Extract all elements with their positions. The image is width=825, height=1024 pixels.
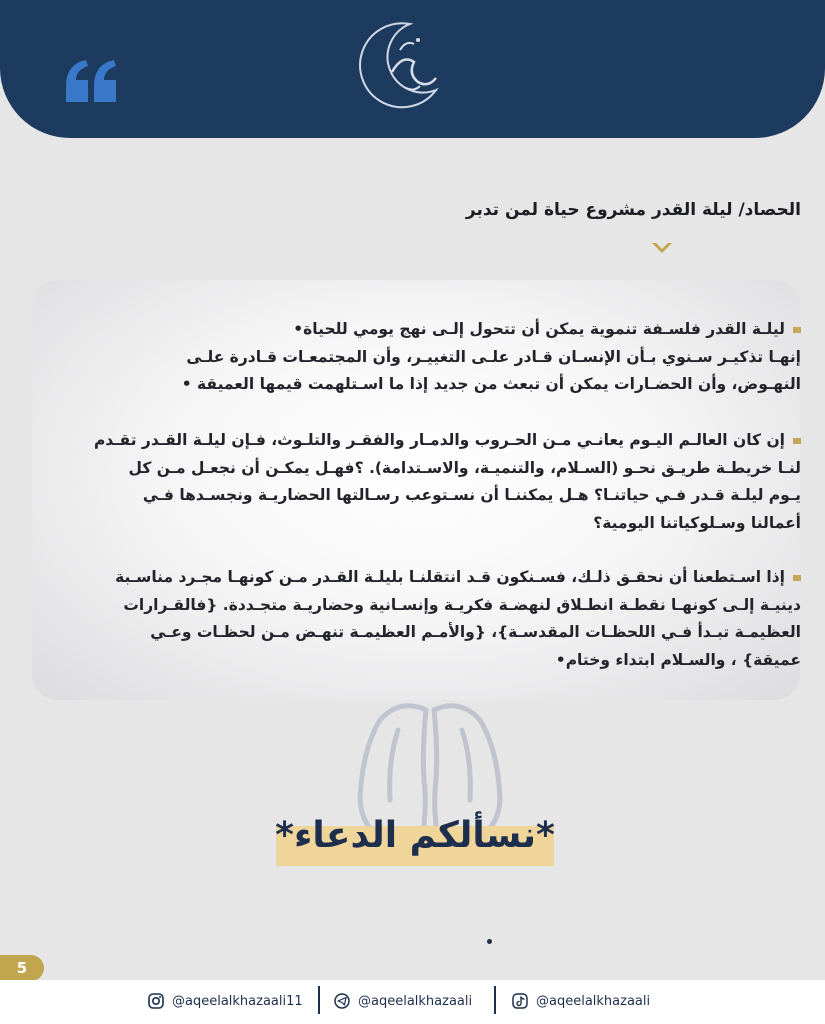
telegram-label: @aqeelalkhazaali <box>358 993 473 1009</box>
paragraph-line: دينيـة إلـى كونهـا نقطـة انطـلاق لنهضـة فكريـة وإنسـانية وحضاريـة متجـددة. {فالقـرارات <box>123 595 801 614</box>
paragraph-2 <box>77 427 801 537</box>
paragraph-text: إن كان العالـم اليـوم يعانـي مـن الحـروب والدمـار والفقـر والتلـوث، فـإن ليلـة القـدر تقـدم <box>93 431 785 449</box>
paragraph-3 <box>77 564 801 674</box>
paragraph-line: النهـوض، وأن الحضـارات يمكن أن تبعث من جديد إذا ما اسـتلهمت قيمها العميقة • <box>181 375 801 393</box>
paragraph-text: ليلـة القدر فلسـفة تنموية يمكن أن تتحول إلـى نهج يومي للحياة• <box>293 320 785 338</box>
telegram-icon <box>334 993 350 1009</box>
instagram-handle[interactable] <box>148 990 303 1012</box>
decorative-dot <box>487 939 492 944</box>
tiktok-icon <box>512 993 528 1009</box>
bullet-icon <box>793 575 801 581</box>
paragraph-line: أعمالنا وسـلوكياتنا اليومية؟ <box>593 513 801 532</box>
ramadan-crescent-logo <box>340 10 450 120</box>
footer-divider <box>318 986 320 1014</box>
paragraph-line <box>77 427 801 455</box>
page-number: 5 <box>0 955 44 981</box>
footer <box>0 980 825 1024</box>
telegram-handle[interactable] <box>334 990 472 1012</box>
paragraph-line: عميقة} ، والسـلام ابتداء وختام• <box>555 650 801 669</box>
paragraph-line: العظيمـة تبـدأ فـي اللحظـات المقدسـة}، {والأمـم العظيمـة تنهـض مـن لحظـات وعـي <box>150 623 801 641</box>
paragraph-line: إنهـا تذكيـر سـنوي بـأن الإنسـان قـادر علـى التغييـر، وأن المجتمعـات قـادرة علـى <box>186 347 801 366</box>
paragraph-line: يـوم ليلـة قـدر فـي حياتنـا؟ هـل يمكننـا أن نسـتوعب رسـالتها الحضاريـة ونجسـدها فـي <box>142 486 801 504</box>
dua-text: *نسألكم الدعاء* <box>275 815 555 856</box>
footer-divider <box>494 986 496 1014</box>
header-banner <box>0 0 825 138</box>
article-title: الحصاد/ ليلة القدر مشروع حياة لمن تدبر <box>465 200 801 220</box>
tiktok-handle[interactable] <box>512 990 650 1012</box>
paragraph-line: لنـا خريطـة طريـق نحـو (السـلام، والتنميـة، والاسـتدامة). ؟فهـل يمكـن أن نجعـل مـن كل <box>128 458 801 477</box>
paragraph-line <box>77 316 801 344</box>
paragraph-text: إذا اسـتطعنا أن نحقـق ذلـك، فسـنكون قـد انتقلنـا بليلـة القـدر مـن كونهـا مجـرد مناسـبة <box>115 568 785 586</box>
bullet-icon <box>793 438 801 444</box>
bullet-icon <box>793 327 801 333</box>
paragraph-1 <box>77 316 801 399</box>
instagram-label: @aqeelalkhazaali11 <box>172 993 303 1009</box>
paragraph-line <box>77 564 801 592</box>
quote-icon <box>62 58 122 104</box>
chevron-down-icon <box>651 241 673 255</box>
instagram-icon <box>148 993 164 1009</box>
tiktok-label: @aqeelalkhazaali <box>536 993 651 1009</box>
